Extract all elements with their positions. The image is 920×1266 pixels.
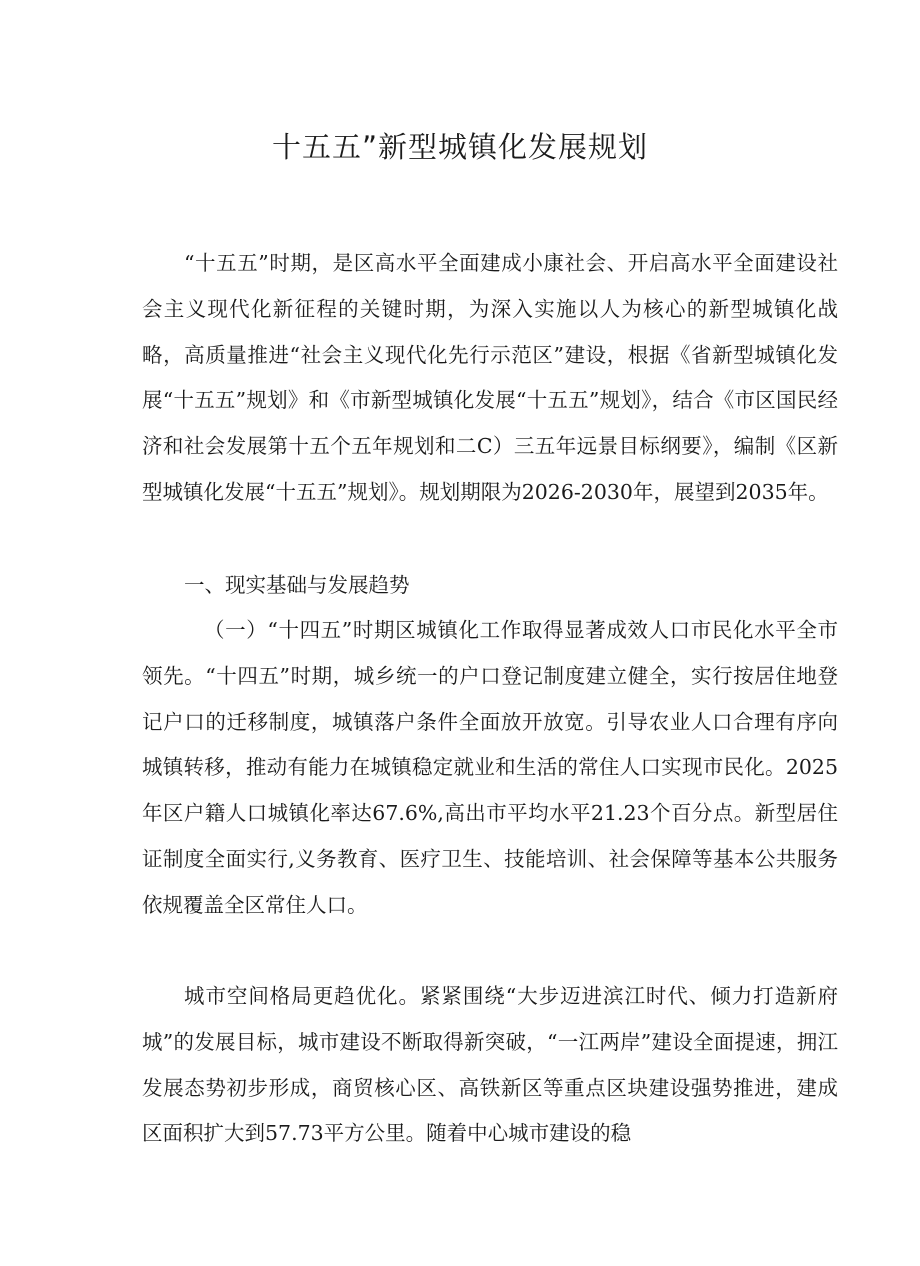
paragraph-intro: “十五五”时期，是区高水平全面建成小康社会、开启高水平全面建设社会主义现代化新征程的关键时期，为深入实施以人为核心的新型城镇化战略，高质量推进“社会主义现代化先行示范区”建设，根据《省新型城镇化发展“十五五”规划》和《市新型城镇化发展“十五五”规划》，结合《市区国民经济和社会发展第十五个五年规划和二C）三五年远景目标纲要》，编制《区新型城镇化发展“十五五”规划》。规划期限为2026-2030年，展望到2035年。 — [142, 251, 838, 504]
paragraph-urban-layout: 城市空间格局更趋优化。紧紧围绕“大步迈进滨江时代、倾力打造新府城”的发展目标，城市建设不断取得新突破，“一江两岸”建设全面提速，拥江发展态势初步形成，商贸核心区、高铁新区等重点区块建设强势推进，建成区面积扩大到57.73平方公里。随着中心城市建设的稳 — [142, 984, 838, 1146]
document-title: 十五五”新型城镇化发展规划 — [271, 130, 649, 164]
paragraph-subsection-1: （一）“十四五”时期区城镇化工作取得显著成效人口市民化水平全市领先。“十四五”时期，城乡统一的户口登记制度建立健全，实行按居住地登记户口的迁移制度，城镇落户条件全面放开放宽。引导农业人口合理有序向城镇转移，推动有能力在城镇稳定就业和生活的常住人口实现市民化。2025年区户籍人口城镇化率达67.6%,高出市平均水平21.23个百分点。新型居住证制度全面实行,义务教育、医疗卫生、技能培训、社会保障等基本公共服务依规覆盖全区常住人口。 — [142, 618, 838, 917]
section-heading: 一、现实基础与发展趋势 — [184, 573, 410, 597]
